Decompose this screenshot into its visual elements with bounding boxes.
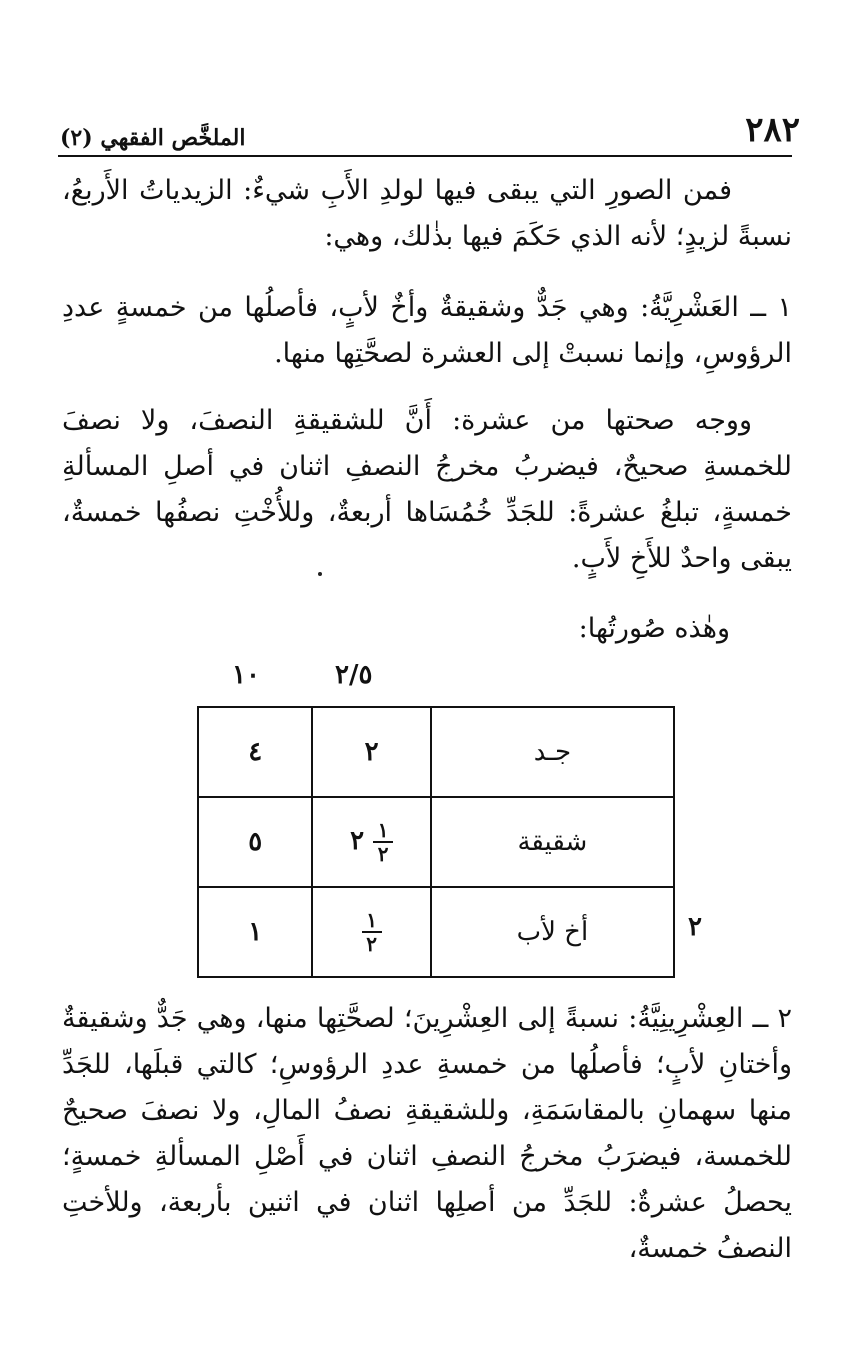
paragraph-table-caption: وهٰذه صُورتُها: [578,613,730,644]
base-share-cell [312,797,430,887]
side-multiplier: ٢ [688,912,702,942]
total-share-cell: ٥ [198,797,312,887]
table-column-heads [0,660,849,700]
total-share-cell: ١ [198,887,312,977]
page-number: ٢٨٢ [745,110,800,150]
paragraph-ashriyya: ١ ــ العَشْرِيَّةُ: وهي جَدٌّ وشقيقةٌ وأخٌ لأبٍ، فأصلُها من خمسةٍ عددِ الرؤوسِ، وإنما نسبتْ إلى العشرة لصحَّتِها منها. [62,292,792,369]
fraction-numerator: ١ [377,818,389,842]
column-head-total: ١٠ [232,660,260,690]
header-rule [58,155,792,157]
base-share-number: ٢ [350,826,365,856]
heir-cell: شقيقة [431,797,674,887]
heir-cell: جـد [431,707,674,797]
fraction-denominator: ٢ [377,842,389,866]
fraction-denominator: ٢ [366,932,377,956]
column-head-base: ٢/٥ [335,660,373,690]
paragraph-explanation: ووجه صحتها من عشرة: أَنَّ للشقيقةِ النصفَ، ولا نصفَ للخمسةِ صحيحٌ، فيضربُ مخرجُ النصفِ اثنان في أصلِ المسألةِ خمسةٍ، تبلغُ عشرةً: للجَدِّ خُمُسَاها أربعةٌ، وللأُخْتِ نصفُها خمسةٌ، يبقى واحدٌ للأَخِ لأَبٍ. [62,405,792,574]
running-title: الملخَّص الفقهي (٢) [60,125,246,151]
heir-cell: أخ لأب [431,887,674,977]
total-share-cell: ٤ [198,707,312,797]
table-row [198,707,674,797]
stray-mark [318,572,322,576]
paragraph-intro: فمن الصورِ التي يبقى فيها لولدِ الأَبِ شيءٌ: الزيدياتُ الأَربعُ، نسبةً لزيدٍ؛ لأنه الذي حَكَمَ فيها بذٰلك، وهي: [62,175,792,252]
inheritance-table [197,706,675,978]
base-share-cell: ٢ [312,707,430,797]
base-share-cell [312,887,430,977]
fraction-numerator: ١ [366,908,377,932]
fraction-half [373,818,393,866]
table-row [198,887,674,977]
paragraph-ishriniyya: ٢ ــ العِشْرِينِيَّةُ: نسبةً إلى العِشْرِينَ؛ لصحَّتِها منها، وهي جَدٌّ وشقيقةٌ وأختانِ لأبٍ؛ فأصلُها من خمسةِ عددِ الرؤوسِ؛ كالتي قبلَها، للجَدِّ منها سهمانِ بالمقاسَمَةِ، وللشقيقةِ نصفُ المالِ، ولا نصفَ صحيحٌ للخمسة، فيضرَبُ مخرجُ النصفِ اثنان في أَصْلِ المسألةِ خمسةٍ؛ يحصلُ عشرةٌ: للجَدِّ من أصلِها اثنان في اثنين بأربعة، وللأختِ النصفُ خمسةٌ، [62,1003,792,1264]
table-row [198,797,674,887]
fraction-half [362,908,382,956]
